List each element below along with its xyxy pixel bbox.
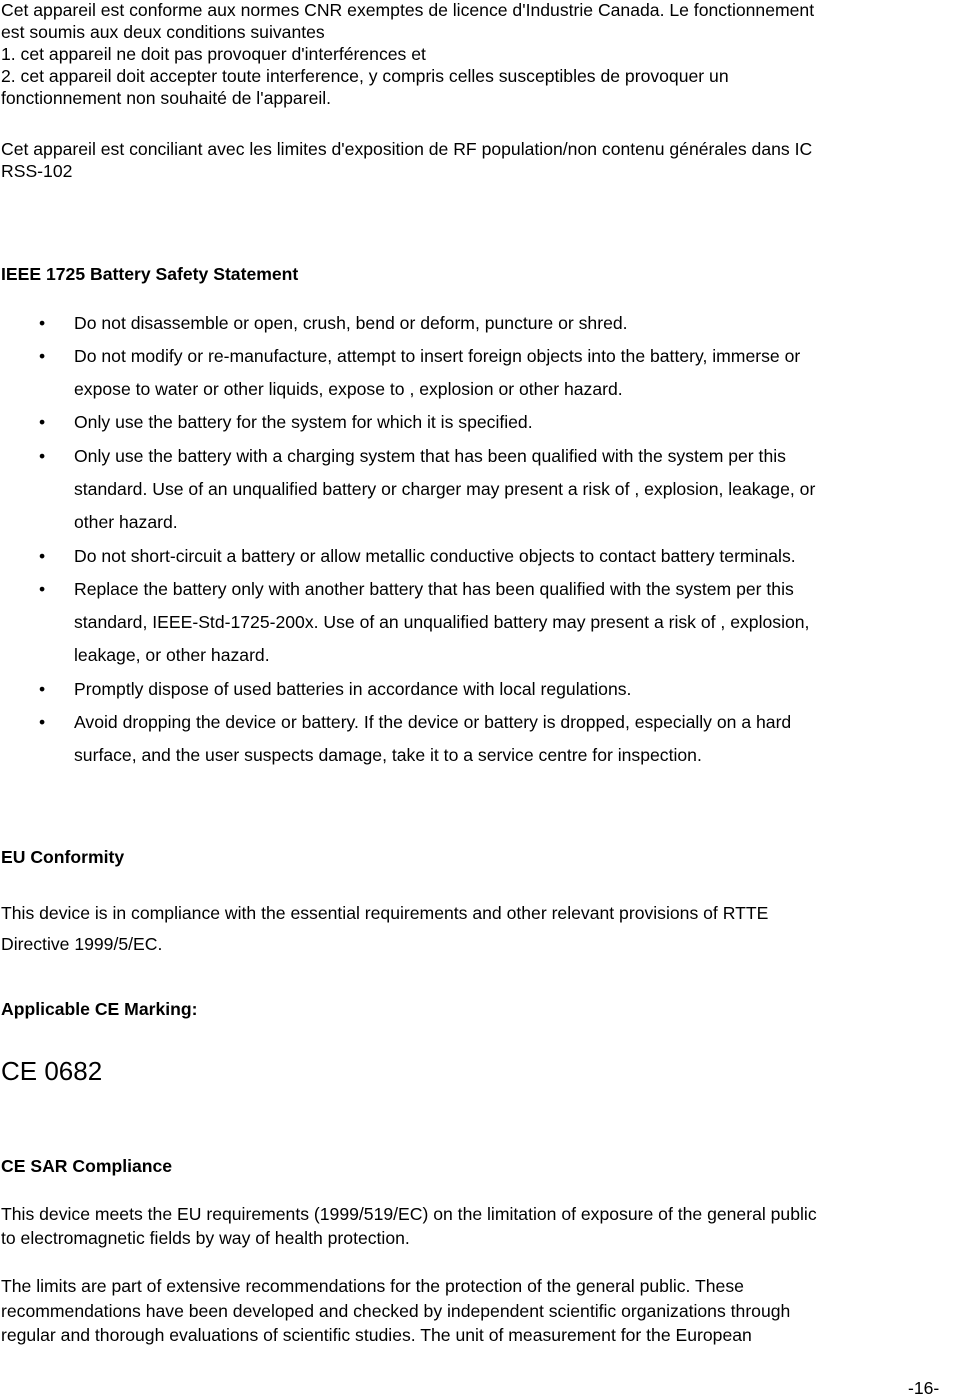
notice-line: Cet appareil est conforme aux normes CNR exemptes de licence d'Industrie Canada. Le fonctionnement (1, 0, 815, 20)
bullet-icon: • (39, 346, 46, 366)
section-heading: CE SAR Compliance (1, 1156, 173, 1176)
french-compliance-notice (1, 0, 974, 109)
sar-paragraph-2 (1, 1274, 974, 1348)
bullet-text: Do not disassemble or open, crush, bend or deform, puncture or shred. (74, 313, 628, 333)
bullet-list-item (0, 706, 974, 772)
bullet-list-item (0, 573, 974, 672)
bullet-text: standard. Use of an unqualified battery or charger may present a risk of , explosion, leakage, or (74, 479, 816, 499)
bullet-text: standard, IEEE-Std-1725-200x. Use of an unqualified battery may present a risk of , explosion, (74, 612, 810, 632)
bullet-list-item (0, 340, 974, 406)
eu-conformity-heading (1, 846, 974, 868)
body-line: Directive 1999/5/EC. (1, 934, 163, 954)
bullet-icon: • (39, 313, 46, 333)
bullet-text: leakage, or other hazard. (74, 645, 270, 665)
bullet-text: Do not modify or re-manufacture, attempt to insert foreign objects into the battery, immerse or (74, 346, 801, 366)
section-heading: Applicable CE Marking: (1, 999, 198, 1019)
sar-paragraph-1 (1, 1203, 974, 1249)
bullet-text: Do not short-circuit a battery or allow metallic conductive objects to contact battery terminals. (74, 546, 796, 566)
bullet-list-item (0, 307, 974, 340)
bullet-icon: • (39, 412, 46, 432)
bullet-text: expose to water or other liquids, expose to , explosion or other hazard. (74, 379, 623, 399)
bullet-text: Only use the battery with a charging system that has been qualified with the system per this (74, 446, 786, 466)
bullet-icon: • (39, 712, 46, 732)
bullet-list-item (0, 673, 974, 706)
notice-line: fonctionnement non souhaité de l'appareil. (1, 88, 332, 108)
sar-heading (1, 1155, 974, 1177)
bullet-text: Replace the battery only with another battery that has been qualified with the system per this (74, 579, 794, 599)
bullet-icon: • (39, 679, 46, 699)
ce-mark (1, 1056, 974, 1086)
body-line: to electromagnetic fields by way of health protection. (1, 1228, 410, 1248)
body-line: recommendations have been developed and checked by independent scientific organizations through (1, 1300, 791, 1321)
bullet-icon: • (39, 546, 46, 566)
notice-line: 2. cet appareil doit accepter toute interference, y compris celles susceptibles de provoquer un (1, 66, 729, 86)
notice-line: est soumis aux deux conditions suivantes (1, 22, 325, 42)
rf-exposure-notice (1, 138, 974, 182)
section-heading: IEEE 1725 Battery Safety Statement (1, 264, 299, 284)
bullet-list-item (0, 440, 974, 539)
eu-conformity-body (1, 897, 974, 961)
battery-safety-heading (1, 263, 974, 285)
body-line: This device meets the EU requirements (1999/519/EC) on the limitation of exposure of the general public (1, 1204, 817, 1224)
bullet-icon: • (39, 579, 46, 599)
bullet-text: surface, and the user suspects damage, take it to a service centre for inspection. (74, 745, 702, 765)
bullet-text: other hazard. (74, 512, 178, 532)
section-heading: EU Conformity (1, 847, 125, 867)
rf-line: RSS-102 (1, 161, 73, 181)
bullet-text: Only use the battery for the system for which it is specified. (74, 412, 533, 432)
page-number: -16- (908, 1378, 940, 1398)
bullet-icon: • (39, 446, 46, 466)
bullet-text: Avoid dropping the device or battery. If the device or battery is dropped, especially on a hard (74, 712, 792, 732)
ce-mark-text: CE 0682 (1, 1056, 103, 1086)
notice-line: 1. cet appareil ne doit pas provoquer d'interférences et (1, 44, 426, 64)
bullet-list-item (0, 406, 974, 439)
bullet-text: Promptly dispose of used batteries in accordance with local regulations. (74, 679, 632, 699)
body-line: The limits are part of extensive recommendations for the protection of the general public. These (1, 1276, 744, 1296)
body-line: This device is in compliance with the essential requirements and other relevant provisions of RTTE (1, 903, 769, 923)
ce-marking-heading (1, 998, 974, 1020)
rf-line: Cet appareil est conciliant avec les limites d'exposition de RF population/non contenu générales dans IC (1, 139, 813, 159)
bullet-list-item (0, 540, 974, 573)
body-line: regular and thorough evaluations of scientific studies. The unit of measurement for the European (1, 1325, 752, 1345)
